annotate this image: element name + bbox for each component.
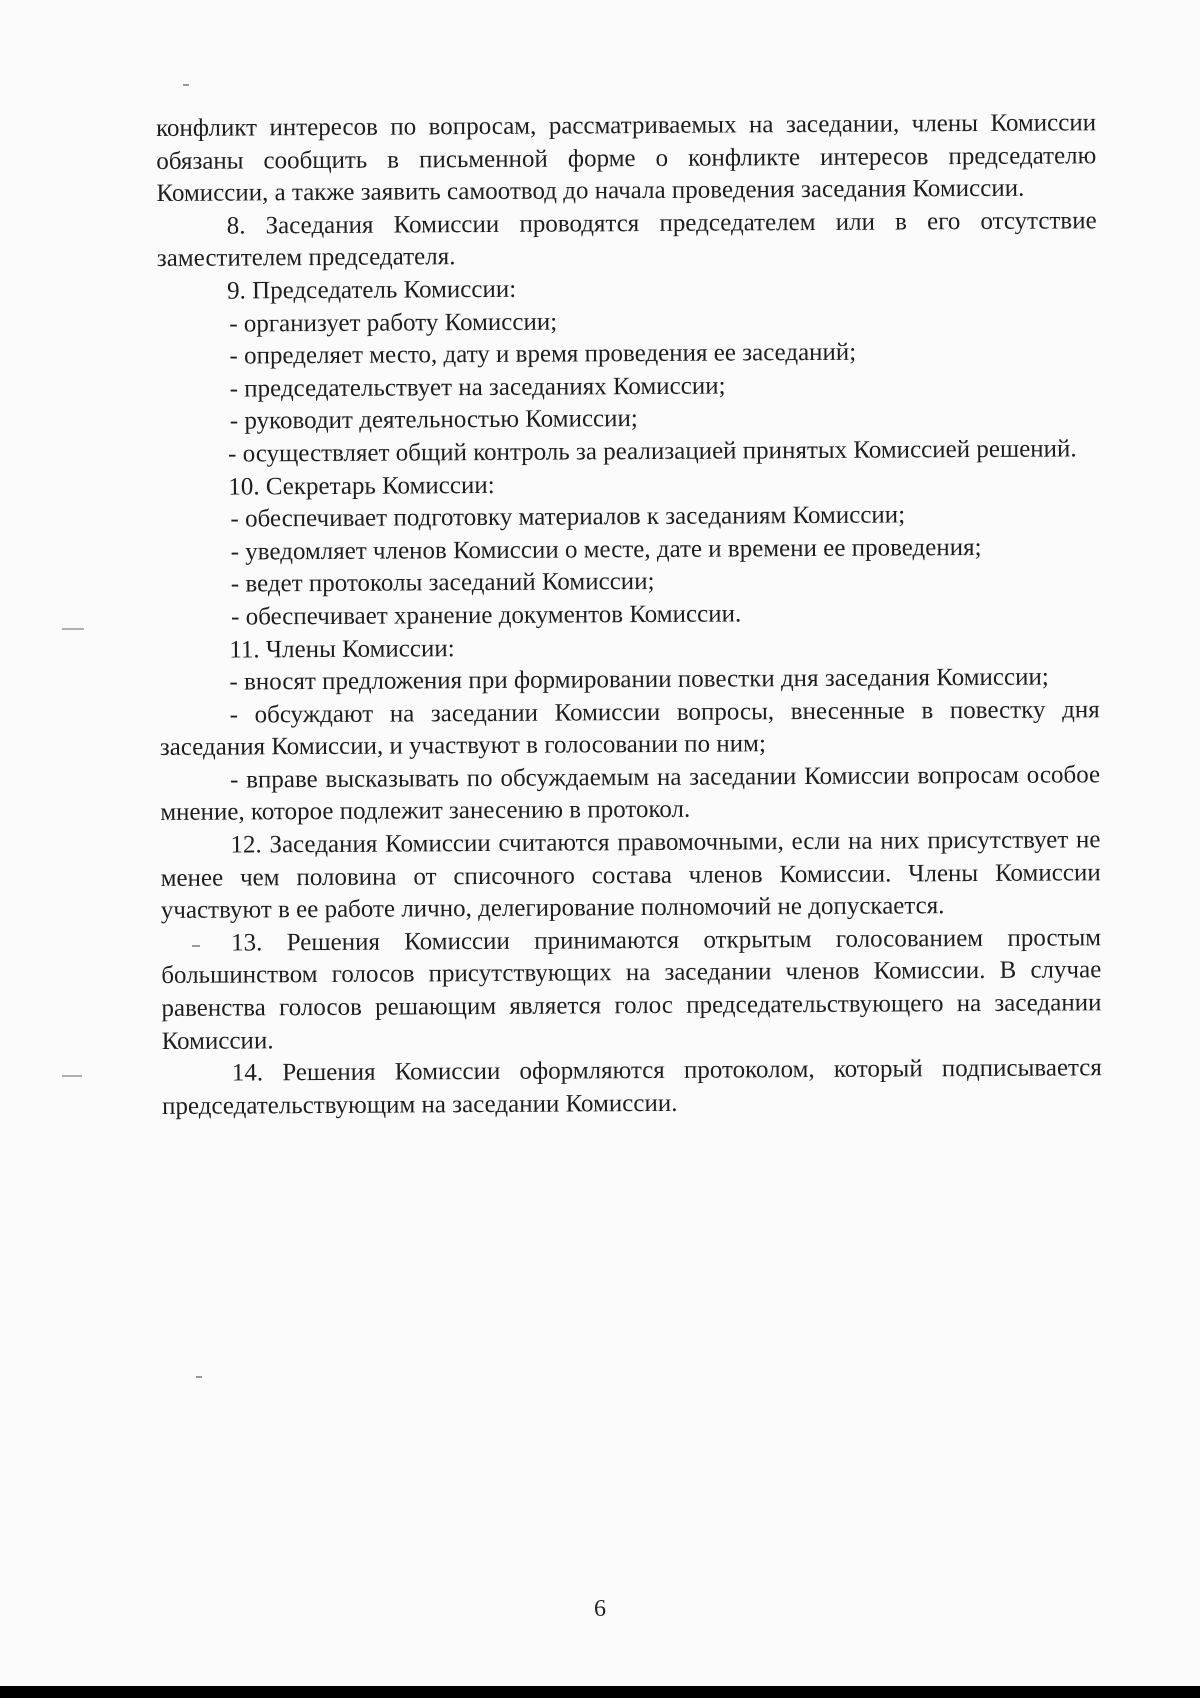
paragraph-continuation: конфликт интересов по вопросам, рассматриваемых на заседании, члены Комиссии обязаны сообщить в письменной форме о конфликте интересов председателю Комиссии, а также заявить самоотвод до начала проведения заседания Комиссии.: [156, 109, 1097, 208]
scan-speck: [62, 628, 84, 630]
clause-13: 13. Решения Комиссии принимаются открытым голосованием простым большинством голосов присутствующих на заседании членов Комиссии. В случае равенства голосов решающим является голос председательствующего на заседании Комиссии.: [161, 924, 1102, 1055]
clause-8: 8. Заседания Комиссии проводятся председателем или в его отсутствие заместителем председателя.: [156, 207, 1097, 273]
clause-12: 12. Заседания Комиссии считаются правомочными, если на них присутствует не менее чем половина от списочного состава членов Комиссии. Члены Комиссии участвуют в ее работе лично, делегирование полномочий не допускается.: [160, 826, 1101, 925]
list-item: - определяет место, дату и время проведения ее заседаний;: [229, 338, 857, 370]
list-item: - осуществляет общий контроль за реализацией принятых Комиссией решений.: [228, 435, 1077, 468]
list-item: - уведомляет членов Комиссии о месте, дате и времени ее проведения;: [230, 533, 982, 566]
list-item: - обсуждают на заседании Комиссии вопросы, внесенные в повестку дня заседания Комиссии, и участвуют в голосовании по ним;: [159, 695, 1100, 762]
list-item: - вправе высказывать по обсуждаемым на заседании Комиссии вопросам особое мнение, которое подлежит занесению в протокол.: [160, 761, 1101, 827]
scan-speck: [183, 84, 189, 86]
list-item: - вносят предложения при формировании повестки дня заседания Комиссии;: [229, 663, 1049, 696]
list-item: - руководит деятельностью Комиссии;: [229, 405, 638, 435]
scan-speck: [196, 1376, 202, 1378]
document-body: [156, 107, 1102, 1123]
list-item: - ведет протоколы заседаний Комиссии;: [230, 568, 655, 598]
scan-speck: [62, 1075, 82, 1077]
clause-9-heading: 9. Председатель Комиссии:: [227, 275, 517, 305]
list-item: - организует работу Комиссии;: [229, 308, 558, 338]
list-item: - председательствует на заседаниях Комиссии;: [229, 372, 726, 403]
clause-14: 14. Решения Комиссии оформляются протоколом, который подписывается председательствующим на заседании Комиссии.: [161, 1054, 1102, 1120]
clause-10-heading: 10. Секретарь Комиссии:: [228, 471, 495, 501]
clause-11-heading: 11. Члены Комиссии:: [229, 634, 455, 664]
page-number: 6: [594, 1596, 606, 1622]
list-item: - обеспечивает подготовку материалов к заседаниям Комиссии;: [230, 501, 906, 533]
list-item: - обеспечивает хранение документов Комиссии.: [230, 600, 742, 631]
scan-edge-bar: [0, 1686, 1200, 1698]
